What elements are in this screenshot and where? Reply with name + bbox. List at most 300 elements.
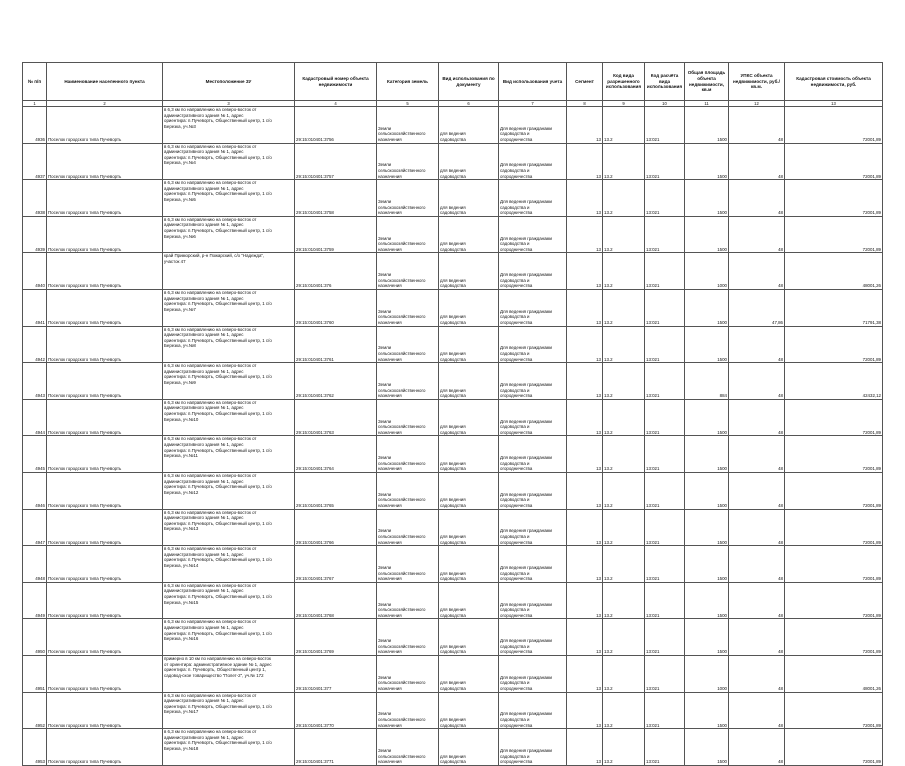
land-category-cell-line: Земли [378, 272, 392, 278]
table-row [23, 729, 883, 766]
calc-code-cell: 13:021 [645, 143, 685, 180]
settlement-cell: Поселок городского типа Пучеворть [47, 180, 163, 217]
row-number: 4943 [23, 363, 47, 400]
land-category-cell-line: Земли [378, 747, 392, 753]
location-cell-line: примерно в 10 км по направлению на северо-восток [164, 655, 271, 661]
location-cell-line: Березка, уч.№17 [164, 709, 199, 715]
upks-cell: 48 [729, 692, 785, 729]
document-use-cell-line: садоводства [440, 283, 466, 289]
upks-cell: 48 [729, 472, 785, 509]
document-use-cell-line: для ведения [440, 314, 466, 320]
land-category-cell-line: Земли [378, 418, 392, 424]
column-number: 10 [645, 101, 685, 107]
table-row [23, 509, 883, 546]
land-category-cell-line: сельскохозяйственного [378, 424, 426, 430]
document-use-cell [439, 363, 499, 400]
area-cell: 1500 [685, 216, 729, 253]
location-cell-line: ориентира: п.Пучеворть, Общественный центр, 1 с/о [164, 740, 272, 746]
accounting-use-cell-line: садоводства и [500, 314, 530, 320]
land-category-cell [377, 326, 439, 363]
accounting-use-cell [499, 619, 567, 656]
document-use-cell-line: садоводства [440, 393, 466, 399]
accounting-use-cell-line: огородничества [500, 393, 533, 399]
document-use-cell-line: для ведения [440, 204, 466, 210]
location-cell-line: Березка, уч.№16 [164, 636, 199, 642]
document-use-cell-line: для ведения [440, 680, 466, 686]
land-category-cell-line: назначения [378, 210, 402, 216]
segment-cell: 13 [567, 289, 603, 326]
accounting-use-cell-line: огородничества [500, 685, 533, 691]
settlement-cell: Поселок городского типа Пучеворть [47, 143, 163, 180]
cadastral-value-cell: 72001,89 [785, 180, 883, 217]
accounting-use-cell-line: Для ведения гражданами [500, 199, 553, 204]
use-code-cell: 13.2 [603, 582, 645, 619]
location-cell-line: Березка, уч.№13 [164, 526, 199, 532]
table-row [23, 253, 883, 290]
location-cell-line: в 6,3 км по направлению на северо-восток от [164, 107, 257, 112]
upks-cell: 48 [729, 546, 785, 583]
location-cell [163, 363, 295, 400]
document-use-cell-line: для ведения [440, 277, 466, 283]
land-category-cell-line: Земли [378, 528, 392, 534]
cadastral-value-cell: 72001,89 [785, 729, 883, 766]
table-row [23, 216, 883, 253]
column-header: Вид использования по документу [439, 63, 499, 101]
table-row [23, 399, 883, 436]
land-category-cell-line: назначения [378, 722, 402, 728]
document-use-cell-line: садоводства [440, 246, 466, 252]
accounting-use-cell [499, 582, 567, 619]
upks-cell: 48 [729, 253, 785, 290]
location-cell [163, 582, 295, 619]
cadastral-value-cell: 72001,89 [785, 546, 883, 583]
cadastral-value-cell: 72001,89 [785, 582, 883, 619]
accounting-use-cell-line: садоводства и [500, 350, 530, 356]
document-use-cell [439, 399, 499, 436]
upks-cell: 48 [729, 143, 785, 180]
column-number: 7 [499, 101, 567, 107]
accounting-use-cell [499, 729, 567, 766]
cadastral-value-cell: 72001,89 [785, 509, 883, 546]
segment-cell: 13 [567, 619, 603, 656]
accounting-use-cell [499, 399, 567, 436]
accounting-use-cell-line: огородничества [500, 502, 533, 508]
land-category-cell-line: Земли [378, 674, 392, 680]
document-use-cell [439, 216, 499, 253]
document-use-cell-line: для ведения [440, 716, 466, 722]
cadastral-value-cell: 72001,89 [785, 216, 883, 253]
cadastral-number-cell: 29:15:010401:3756 [295, 107, 377, 144]
accounting-use-cell-line: Для ведения гражданами [500, 601, 553, 607]
land-category-cell [377, 436, 439, 473]
accounting-use-cell [499, 546, 567, 583]
land-category-cell-line: назначения [378, 685, 402, 691]
settlement-cell: Поселок городского типа Пучеворть [47, 729, 163, 766]
location-cell [163, 692, 295, 729]
area-cell: 1500 [685, 289, 729, 326]
land-category-cell [377, 619, 439, 656]
table-row [23, 180, 883, 217]
accounting-use-cell-line: садоводства и [500, 643, 530, 649]
calc-code-cell: 13:021 [645, 619, 685, 656]
document-use-cell [439, 655, 499, 692]
area-cell: 1500 [685, 472, 729, 509]
use-code-cell: 13.2 [603, 399, 645, 436]
location-cell-line: Березка, уч.№15 [164, 599, 199, 605]
cadastral-value-cell: 48001,26 [785, 655, 883, 692]
upks-cell: 48 [729, 107, 785, 144]
land-category-cell-line: Земли [378, 711, 392, 717]
column-header: № п/п [23, 63, 47, 101]
location-cell [163, 143, 295, 180]
accounting-use-cell-line: Для ведения гражданами [500, 125, 553, 131]
accounting-use-cell [499, 180, 567, 217]
row-number: 4950 [23, 619, 47, 656]
cadastral-number-cell: 29:15:010401:3760 [295, 289, 377, 326]
location-cell-line: Березка, уч.№18 [164, 745, 199, 751]
location-cell-line: в 6,3 км по направлению на северо-восток от [164, 546, 257, 552]
land-category-cell-line: назначения [378, 649, 402, 655]
table-row [23, 692, 883, 729]
location-cell-line: административного здания № 1, адрес [164, 515, 244, 521]
location-cell [163, 472, 295, 509]
accounting-use-cell-line: садоводства и [500, 680, 530, 686]
column-number: 8 [567, 101, 603, 107]
calc-code-cell: 13:021 [645, 546, 685, 583]
document-use-cell [439, 436, 499, 473]
land-category-cell-line: Земли [378, 235, 392, 241]
accounting-use-cell-line: садоводства и [500, 204, 530, 210]
settlement-cell: Поселок городского типа Пучеворть [47, 509, 163, 546]
use-code-cell: 13.2 [603, 655, 645, 692]
location-cell-line: административного здания № 1, адрес [164, 624, 244, 630]
segment-cell: 13 [567, 363, 603, 400]
location-cell [163, 436, 295, 473]
column-number: 2 [47, 101, 163, 107]
document-use-cell-line: садоводства [440, 539, 466, 545]
location-cell-line: в 6,3 км по направлению на северо-восток от [164, 729, 257, 735]
upks-cell: 48 [729, 582, 785, 619]
use-code-cell: 13.2 [603, 472, 645, 509]
cadastral-value-cell: 72001,89 [785, 619, 883, 656]
settlement-cell: Поселок городского типа Пучеворть [47, 619, 163, 656]
accounting-use-cell-line: садоводства и [500, 241, 530, 247]
location-cell-line: в 6,3 км по направлению на северо-восток от [164, 180, 257, 186]
location-cell [163, 399, 295, 436]
location-cell-line: в 6,3 км по направлению на северо-восток от [164, 692, 257, 698]
location-cell-line: Березка, уч.№5 [164, 196, 196, 202]
settlement-cell: Поселок городского типа Пучеворть [47, 289, 163, 326]
use-code-cell: 13.2 [603, 107, 645, 144]
area-cell: 1500 [685, 619, 729, 656]
land-category-cell-line: назначения [378, 759, 402, 765]
segment-cell: 13 [567, 253, 603, 290]
upks-cell: 48 [729, 436, 785, 473]
location-cell-line: в 6,3 км по направлению на северо-восток от [164, 399, 257, 405]
accounting-use-cell-line: Для ведения гражданами [500, 235, 553, 241]
segment-cell: 13 [567, 326, 603, 363]
accounting-use-cell [499, 253, 567, 290]
area-cell: 1500 [685, 399, 729, 436]
table-row [23, 655, 883, 692]
location-cell [163, 619, 295, 656]
accounting-use-cell-line: огородничества [500, 319, 533, 325]
land-category-cell-line: Земли [378, 455, 392, 461]
settlement-cell: Поселок городского типа Пучеворть [47, 472, 163, 509]
settlement-cell: Поселок городского типа Пучеворть [47, 216, 163, 253]
document-use-cell [439, 692, 499, 729]
land-category-cell-line: сельскохозяйственного [378, 241, 426, 247]
document-use-cell [439, 326, 499, 363]
cadastral-number-cell: 29:15:010401:3764 [295, 436, 377, 473]
segment-cell: 13 [567, 582, 603, 619]
accounting-use-cell [499, 216, 567, 253]
cadastral-value-cell: 72001,89 [785, 472, 883, 509]
location-cell-line: в 6,3 км по направлению на северо-восток от [164, 363, 257, 369]
cadastral-value-cell: 72001,89 [785, 436, 883, 473]
document-use-cell-line: садоводства [440, 685, 466, 691]
land-category-cell-line: назначения [378, 466, 402, 472]
accounting-use-cell-line: Для ведения гражданами [500, 674, 553, 680]
location-cell-line: край Приморский, р-н Пожарский, с/о "Надежда", [164, 253, 265, 259]
segment-cell: 13 [567, 472, 603, 509]
document-use-cell-line: садоводства [440, 137, 466, 142]
accounting-use-cell-line: огородничества [500, 612, 533, 618]
cadastral-value-cell: 71791,38 [785, 289, 883, 326]
location-cell-line: административного здания № 1, адрес [164, 368, 244, 374]
location-cell-line: административного здания № 1, адрес [164, 698, 244, 704]
land-category-cell-line: назначения [378, 393, 402, 399]
location-cell-line: ориентира: п.Пучеворть, Общественный центр, 1 с/о [164, 301, 272, 307]
document-use-cell-line: садоводства [440, 466, 466, 472]
cadastral-number-cell: 29:15:010401:3765 [295, 472, 377, 509]
land-category-cell-line: сельскохозяйственного [378, 204, 426, 210]
location-cell-line: ориентира: п.Пучеворть, Общественный центр, 1 с/о [164, 447, 272, 453]
document-use-cell [439, 143, 499, 180]
land-category-cell [377, 399, 439, 436]
calc-code-cell: 13:021 [645, 363, 685, 400]
location-cell [163, 509, 295, 546]
use-code-cell: 13.2 [603, 729, 645, 766]
cadastral-value-cell: 72001,89 [785, 107, 883, 144]
location-cell-line: ориентира: п.Пучеворть, Общественный центр, 1 с/о [164, 520, 272, 526]
table-row [23, 619, 883, 656]
cadastral-number-cell: 29:15:010401:3759 [295, 216, 377, 253]
document-use-cell-line: для ведения [440, 533, 466, 539]
use-code-cell: 13.2 [603, 326, 645, 363]
document-use-cell-line: садоводства [440, 722, 466, 728]
accounting-use-cell-line: Для ведения гражданами [500, 747, 553, 753]
land-category-cell-line: сельскохозяйственного [378, 753, 426, 759]
column-number: 4 [295, 101, 377, 107]
location-cell-line: в 6,3 км по направлению на северо-восток от [164, 472, 257, 478]
cadastral-value-cell: 72001,89 [785, 399, 883, 436]
document-use-cell-line: для ведения [440, 131, 466, 137]
settlement-cell: Поселок городского типа Пучеворть [47, 546, 163, 583]
land-category-cell [377, 143, 439, 180]
row-number: 4949 [23, 582, 47, 619]
accounting-use-cell [499, 655, 567, 692]
accounting-use-cell-line: садоводства и [500, 533, 530, 539]
column-header: Сегмент [567, 63, 603, 101]
document-use-cell-line: для ведения [440, 460, 466, 466]
cadastral-number-cell: 29:15:010401:3768 [295, 582, 377, 619]
cadastral-value-cell: 72001,89 [785, 326, 883, 363]
row-number: 4953 [23, 729, 47, 766]
location-cell-line: Березка, уч.№14 [164, 562, 199, 568]
location-cell [163, 546, 295, 583]
upks-cell: 48 [729, 363, 785, 400]
cadastral-number-cell: 29:15:010401:376 [295, 253, 377, 290]
land-category-cell [377, 472, 439, 509]
accounting-use-cell-line: садоводства и [500, 387, 530, 393]
land-category-cell-line: сельскохозяйственного [378, 680, 426, 686]
document-use-cell [439, 582, 499, 619]
location-cell-line: административного здания № 1, адрес [164, 332, 244, 338]
calc-code-cell: 13:021 [645, 729, 685, 766]
location-cell [163, 253, 295, 290]
document-use-cell [439, 619, 499, 656]
use-code-cell: 13.2 [603, 253, 645, 290]
cadastral-number-cell: 29:15:010401:3762 [295, 363, 377, 400]
calc-code-cell: 13:021 [645, 253, 685, 290]
area-cell: 1500 [685, 107, 729, 144]
location-cell-line: административного здания № 1, адрес [164, 405, 244, 411]
document-use-cell-line: для ведения [440, 241, 466, 247]
accounting-use-cell-line: Для ведения гражданами [500, 455, 553, 461]
calc-code-cell: 13:021 [645, 436, 685, 473]
location-cell-line: ориентира: п.Пучеворть, Общественный центр, 1 с/о [164, 374, 272, 380]
accounting-use-cell-line: огородничества [500, 173, 533, 179]
land-category-cell-line: Земли [378, 199, 392, 204]
row-number: 4952 [23, 692, 47, 729]
accounting-use-cell-line: Для ведения гражданами [500, 711, 553, 717]
calc-code-cell: 13:021 [645, 509, 685, 546]
land-category-cell-line: сельскохозяйственного [378, 607, 426, 613]
accounting-use-cell-line: Для ведения гражданами [500, 491, 553, 497]
segment-cell: 13 [567, 655, 603, 692]
document-use-cell-line: для ведения [440, 607, 466, 613]
segment-cell: 13 [567, 729, 603, 766]
row-number: 4945 [23, 436, 47, 473]
document-use-cell-line: для ведения [440, 643, 466, 649]
document-use-cell [439, 180, 499, 217]
land-category-cell-line: сельскохозяйственного [378, 460, 426, 466]
land-category-cell [377, 107, 439, 144]
calc-code-cell: 13:021 [645, 399, 685, 436]
land-category-cell [377, 582, 439, 619]
land-category-cell-line: назначения [378, 173, 402, 179]
table-body [23, 107, 883, 766]
land-category-cell-line: сельскохозяйственного [378, 570, 426, 576]
accounting-use-cell-line: садоводства и [500, 607, 530, 613]
accounting-use-cell-line: Для ведения гражданами [500, 162, 553, 168]
column-header: Общая площадь объекта недвижимости, кв.м [685, 63, 729, 101]
row-number: 4940 [23, 253, 47, 290]
document-use-cell-line: садоводства [440, 356, 466, 362]
land-category-cell-line: сельскохозяйственного [378, 314, 426, 320]
location-cell-line: Березка, уч.№4 [164, 160, 196, 166]
location-cell-line: Березка, уч.№11 [164, 453, 198, 459]
table-row [23, 436, 883, 473]
upks-cell: 48 [729, 655, 785, 692]
row-number: 4947 [23, 509, 47, 546]
area-cell: 1000 [685, 655, 729, 692]
location-cell-line: от ориентира: административное здание № 1, адрес [164, 661, 272, 667]
document-use-cell-line: садоводства [440, 576, 466, 582]
location-cell-line: ориентира: п.Пучеворть, Общественный центр, 1 с/о [164, 410, 272, 416]
area-cell: 884 [685, 363, 729, 400]
cadastral-number-cell: 29:15:010401:3767 [295, 546, 377, 583]
land-category-cell-line: назначения [378, 356, 402, 362]
settlement-cell: Поселок городского типа Пучеворть [47, 692, 163, 729]
accounting-use-cell-line: Для ведения гражданами [500, 272, 553, 278]
document-use-cell [439, 472, 499, 509]
area-cell: 1500 [685, 582, 729, 619]
location-cell-line: Березка, уч.№7 [164, 306, 196, 312]
column-number: 13 [785, 101, 883, 107]
area-cell: 1500 [685, 180, 729, 217]
settlement-cell: Поселок городского типа Пучеворть [47, 363, 163, 400]
location-cell-line: садовод-ское товарищество "Полет-2", уч.№ 172 [164, 672, 264, 678]
document-use-cell-line: садоводства [440, 759, 466, 765]
accounting-use-cell-line: садоводства и [500, 131, 530, 137]
row-number: 4944 [23, 399, 47, 436]
land-category-cell-line: Земли [378, 381, 392, 387]
cadastral-number-cell: 29:15:010401:3763 [295, 399, 377, 436]
land-category-cell-line: сельскохозяйственного [378, 497, 426, 503]
calc-code-cell: 13:021 [645, 655, 685, 692]
row-number: 4948 [23, 546, 47, 583]
land-category-cell [377, 546, 439, 583]
location-cell-line: в 6,3 км по направлению на северо-восток от [164, 216, 257, 222]
accounting-use-cell [499, 436, 567, 473]
area-cell: 1500 [685, 546, 729, 583]
column-header: УПКС объекта недвижимости, руб./кв.м. [729, 63, 785, 101]
land-category-cell-line: назначения [378, 612, 402, 618]
accounting-use-cell-line: огородничества [500, 649, 533, 655]
row-number: 4941 [23, 289, 47, 326]
location-cell-line: административного здания № 1, адрес [164, 551, 244, 557]
accounting-use-cell [499, 363, 567, 400]
segment-cell: 13 [567, 143, 603, 180]
location-cell-line: в 6,3 км по направлению на северо-восток от [164, 509, 257, 515]
settlement-cell: Поселок городского типа Пучеворть [47, 399, 163, 436]
calc-code-cell: 13:021 [645, 180, 685, 217]
land-category-cell-line: Земли [378, 345, 392, 351]
document-use-cell-line: для ведения [440, 424, 466, 430]
land-category-cell-line: назначения [378, 319, 402, 325]
accounting-use-cell-line: огородничества [500, 137, 533, 142]
location-cell-line: ориентира: п.Пучеворть, Общественный центр, 1 с/о [164, 227, 272, 233]
row-number: 4937 [23, 143, 47, 180]
calc-code-cell: 13:021 [645, 692, 685, 729]
land-category-cell-line: сельскохозяйственного [378, 131, 426, 137]
cadastral-number-cell: 29:15:010401:3758 [295, 180, 377, 217]
land-category-cell-line: назначения [378, 246, 402, 252]
document-use-cell-line: для ведения [440, 350, 466, 356]
location-cell-line: административного здания № 1, адрес [164, 295, 244, 301]
location-cell-line: ориентира: п.Пучеворть, Общественный центр, 1 с/о [164, 593, 272, 599]
accounting-use-cell-line: садоводства и [500, 497, 530, 503]
land-category-cell [377, 509, 439, 546]
accounting-use-cell-line: садоводства и [500, 753, 530, 759]
table-row [23, 582, 883, 619]
land-category-cell [377, 180, 439, 217]
table-row [23, 107, 883, 144]
area-cell: 1500 [685, 729, 729, 766]
column-header: Категория земель [377, 63, 439, 101]
